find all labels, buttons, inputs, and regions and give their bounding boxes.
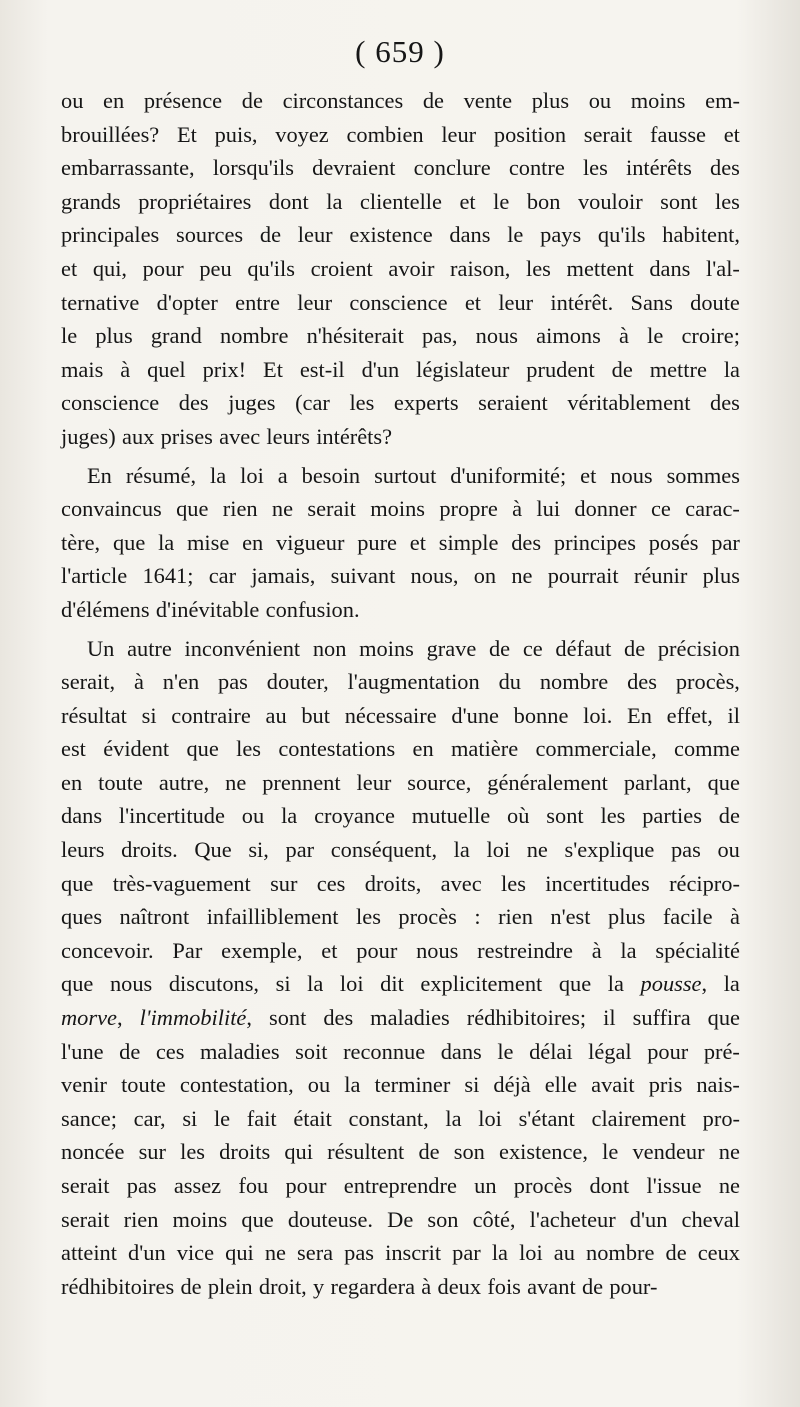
text-line: conscience des juges (car les experts seraient véritablement des: [61, 390, 740, 416]
text-line: sance; car, si le fait était constant, la loi s'étant clairement pro-: [61, 1105, 740, 1131]
text-line: ou en présence de circonstances de vente plus ou moins em-: [61, 88, 740, 113]
text-line: est évident que les contestations en matière commerciale, comme: [61, 736, 740, 762]
text-line: serait pas assez fou pour entreprendre un procès dont l'issue ne: [61, 1173, 740, 1198]
text-line: En résumé, la loi a besoin surtout d'uniformité; et nous sommes: [87, 462, 740, 488]
text-line: dans l'incertitude ou la croyance mutuelle où sont les parties de: [61, 803, 740, 829]
text-line: l'article 1641; car jamais, suivant nous, on ne pourrait réunir plus: [61, 563, 740, 589]
text-line: grands propriétaires dont la clientelle et le bon vouloir sont les: [61, 188, 740, 214]
text-line: noncée sur les droits qui résultent de son existence, le vendeur ne: [61, 1139, 740, 1165]
paragraph: [61, 632, 740, 1304]
paragraph: [61, 459, 740, 627]
text-line: ternative d'opter entre leur conscience et leur intérêt. Sans doute: [61, 289, 740, 315]
body-text: [61, 84, 740, 1303]
text-line: que très-vaguement sur ces droits, avec les incertitudes récipro-: [61, 870, 740, 896]
text-line: Un autre inconvénient non moins grave de ce défaut de précision: [87, 635, 740, 661]
text-line: brouillées? Et puis, voyez combien leur position serait fausse et: [61, 121, 740, 147]
text-line: serait rien moins que douteuse. De son côté, l'acheteur d'un cheval: [61, 1206, 740, 1232]
text-line: et qui, pour peu qu'ils croient avoir raison, les mettent dans l'al-: [61, 255, 740, 281]
text-line: mais à quel prix! Et est-il d'un législateur prudent de mettre la: [61, 356, 740, 382]
text-line: tère, que la mise en vigueur pure et simple des principes posés par: [61, 529, 740, 555]
text-line: venir toute contestation, ou la terminer si déjà elle avait pris nais-: [61, 1072, 740, 1098]
text-line: le plus grand nombre n'hésiterait pas, nous aimons à le croire;: [61, 323, 740, 349]
page-number: ( 659 ): [355, 34, 445, 69]
text-line: juges) aux prises avec leurs intérêts?: [61, 423, 393, 449]
paragraph: [61, 84, 740, 454]
text-line: d'élémens d'inévitable confusion.: [61, 596, 360, 622]
text-line: serait, à n'en pas douter, l'augmentation du nombre des procès,: [61, 669, 740, 695]
text-line: principales sources de leur existence dans le pays qu'ils habitent,: [61, 222, 740, 248]
text-line: rédhibitoires de plein droit, y regardera à deux fois avant de pour-: [61, 1273, 658, 1299]
text-line: concevoir. Par exemple, et pour nous restreindre à la spécialité: [61, 937, 740, 963]
text-line: l'une de ces maladies soit reconnue dans le délai légal pour pré-: [61, 1038, 740, 1064]
text-line: que nous discutons, si la loi dit explicitement que la pousse, la: [61, 971, 740, 997]
text-line: embarrassante, lorsqu'ils devraient conclure contre les intérêts des: [61, 155, 740, 181]
text-line: leurs droits. Que si, par conséquent, la loi ne s'explique pas ou: [61, 837, 740, 863]
text-line: atteint d'un vice qui ne sera pas inscrit par la loi au nombre de ceux: [61, 1240, 740, 1266]
text-line: ques naîtront infailliblement les procès : rien n'est plus facile à: [61, 904, 740, 930]
text-line: convaincus que rien ne serait moins propre à lui donner ce carac-: [61, 496, 740, 522]
text-line: résultat si contraire au but nécessaire d'une bonne loi. En effet, il: [61, 702, 740, 728]
text-line: en toute autre, ne prennent leur source, généralement parlant, que: [61, 769, 740, 795]
text-line: morve, l'immobilité, sont des maladies rédhibitoires; il suffira que: [61, 1005, 740, 1031]
